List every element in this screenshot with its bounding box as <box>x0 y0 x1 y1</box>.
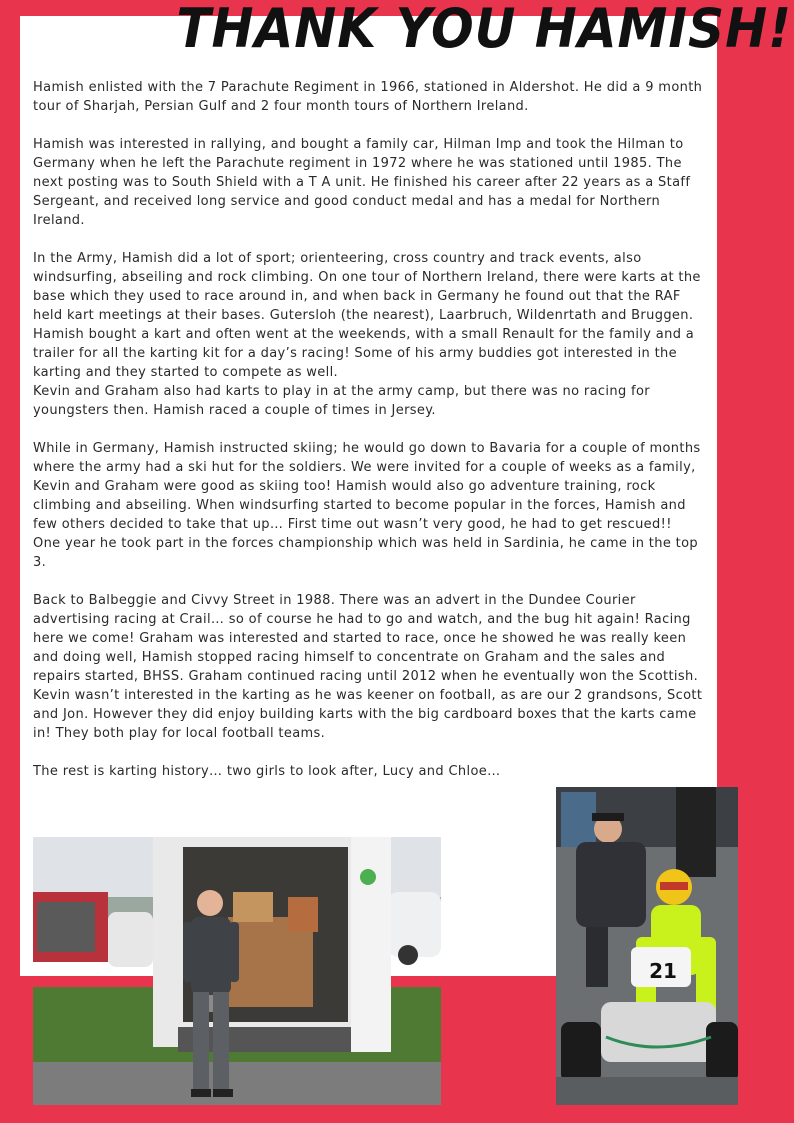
page-title: THANK YOU HAMISH! <box>176 0 792 60</box>
paragraph-closing: The rest is karting history… two girls to look after, Lucy and Chloe… <box>33 764 501 779</box>
van-scene-illustration <box>33 837 441 1105</box>
paragraph-enlistment: Hamish enlisted with the 7 Parachute Regiment in 1966, stationed in Aldershot. He did a 9 month tour of Sharjah, Persian Gulf and 2 four month tours of Northern Ireland. <box>33 80 703 114</box>
kart-scene-illustration <box>556 787 738 1105</box>
kart-photo <box>556 787 738 1105</box>
van-photo <box>33 837 441 1105</box>
article-body <box>33 78 705 800</box>
paragraph-sardinia: One year he took part in the forces championship which was held in Sardinia, he came in the top 3. <box>33 536 699 570</box>
paragraph-kevin-graham: Kevin and Graham also had karts to play in at the army camp, but there was no racing for youngsters then. Hamish raced a couple of times in Jersey. <box>33 384 650 418</box>
paragraph-skiing: While in Germany, Hamish instructed skiing; he would go down to Bavaria for a couple of months where the army had a ski hut for the soldiers. We were invited for a couple of weeks as a family, Kevin and Graham were good as skiing too! Hamish would also go adventure training, rock climbing and abseiling. When windsurfing started to become popular in the forces, Hamish and few others decided to take that up… First time out wasn’t very good, he had to get rescued!! <box>33 441 701 532</box>
paragraph-kart-purchase: Hamish bought a kart and often went at the weekends, with a small Renault for the family and a trailer for all the karting kit for a day’s racing! Some of his army buddies got interested in the karting and they started to compete as well. <box>33 327 695 380</box>
paragraph-army-sport: In the Army, Hamish did a lot of sport; orienteering, cross country and track events, also windsurfing, abseiling and rock climbing. On one tour of Northern Ireland, there were karts at the base which they used to race around in, and when back in Germany he found out that the RAF held kart meetings at their bases. Gutersloh (the nearest), Laarbruch, Wildenrtath and Bruggen. <box>33 251 701 323</box>
kart-number-plate: 21 <box>649 959 677 983</box>
paragraph-rallying: Hamish was interested in rallying, and bought a family car, Hilman Imp and took the Hilman to Germany when he left the Parachute regiment in 1972 where he was stationed until 1985. The next posting was to South Shield with a T A unit. He finished his career after 22 years as a Staff Sergeant, and received long service and good conduct medal and has a medal for Northern Ireland. <box>33 137 691 228</box>
paragraph-balbeggie: Back to Balbeggie and Civvy Street in 1988. There was an advert in the Dundee Courier advertising racing at Crail… so of course he had to go and watch, and the bug hit again! Racing here we come! Graham was interested and started to race, once he showed he was really keen and doing well, Hamish stopped racing himself to concentrate on Graham and the sales and repairs started, BHSS. Graham continued racing until 2012 when he eventually won the Scottish. Kevin wasn’t interested in the karting as he was keener on football, as are our 2 grandsons, Scott and Jon. However they did enjoy building karts with the big cardboard boxes that the karts came in! They both play for local football teams. <box>33 593 703 741</box>
